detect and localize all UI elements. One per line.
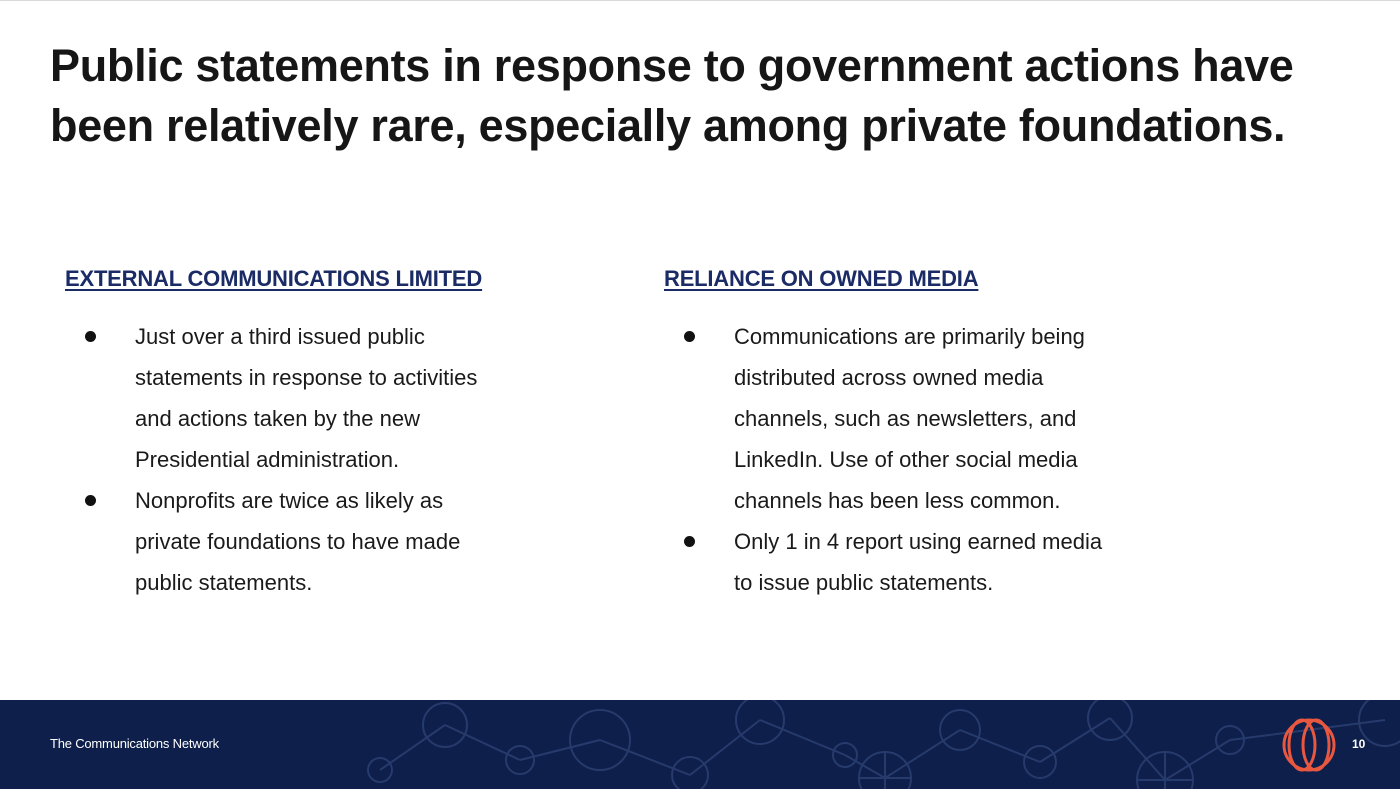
page-number: 10 bbox=[1352, 737, 1366, 751]
bullet-text: Nonprofits are twice as likely as private foundations to have made public statements. bbox=[135, 488, 461, 595]
bullet-dot-icon bbox=[684, 331, 695, 342]
column-external-communications bbox=[65, 264, 585, 603]
bullet-dot-icon bbox=[684, 536, 695, 547]
bullet-text: Communications are primarily being distributed across owned media channels, such as newsletters, and LinkedIn. Use of other social media channels has been less common. bbox=[734, 324, 1085, 513]
slide-title: Public statements in response to government actions have been relatively rare, especially among private foundations. bbox=[50, 40, 1294, 151]
overlapping-circles-logo-icon bbox=[1280, 716, 1338, 774]
bullet-item bbox=[65, 480, 515, 603]
column-heading: EXTERNAL COMMUNICATIONS LIMITED bbox=[65, 266, 483, 291]
column-heading: RELIANCE ON OWNED MEDIA bbox=[664, 266, 979, 291]
bullet-text: Only 1 in 4 report using earned media to issue public statements. bbox=[734, 529, 1103, 595]
bullet-item bbox=[664, 521, 1114, 603]
bullet-item bbox=[664, 316, 1114, 521]
footer-bar bbox=[0, 700, 1400, 789]
bullet-dot-icon bbox=[85, 495, 96, 506]
bullet-list bbox=[664, 316, 1184, 603]
top-divider bbox=[0, 0, 1400, 1]
bullet-item bbox=[65, 316, 515, 480]
bullet-list bbox=[65, 316, 585, 603]
column-owned-media bbox=[664, 264, 1184, 603]
bullet-text: Just over a third issued public statements in response to activities and actions taken by the new Presidential administration. bbox=[135, 324, 478, 472]
bullet-dot-icon bbox=[85, 331, 96, 342]
footer-organization-name: The Communications Network bbox=[50, 736, 219, 751]
